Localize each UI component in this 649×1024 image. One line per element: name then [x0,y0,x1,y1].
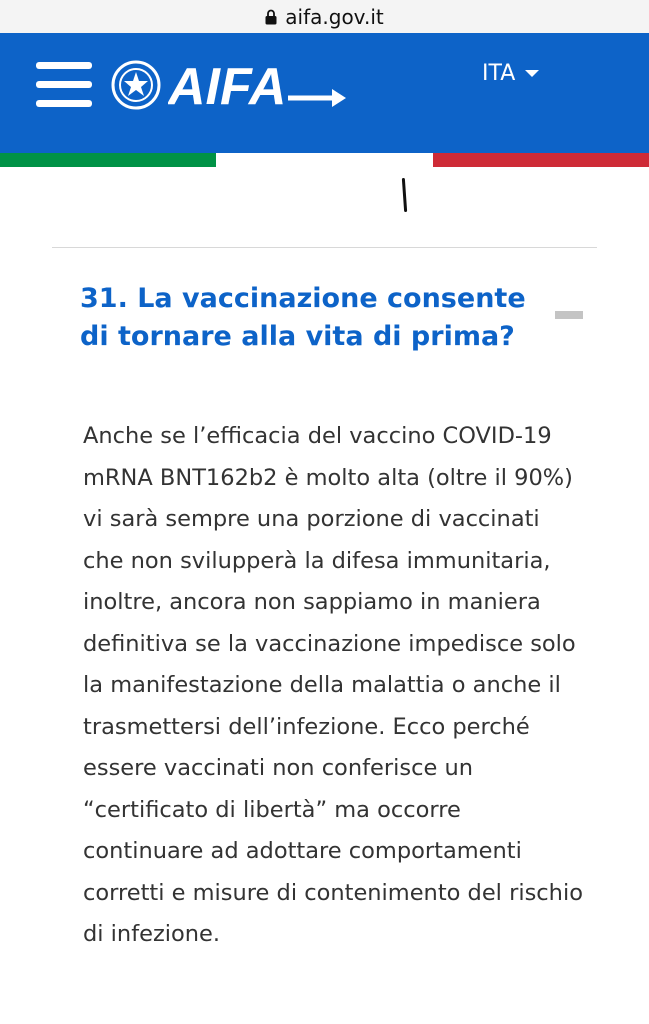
hamburger-menu-icon[interactable] [36,62,92,108]
section-divider [52,247,597,248]
article-body: Anche se l’efficacia del vaccino COVID-19 mRNA BNT162b2 è molto alta (oltre il 90%) vi sarà sempre una porzione di vaccinati che non svilupperà la difesa immunitaria, inoltre, ancora non sappiamo in maniera definitiva se la vaccinazione impedisce solo la manifestazione della malattia o anche il trasmettersi dell’infezione. Ecco perché essere vaccinati non conferisce un “certificato di libertà” ma occorre continuare ad adottare comportamenti corretti e misure di contenimento del rischio di infezione. [83,423,583,947]
language-label: ITA [482,61,516,86]
lock-icon [265,6,277,30]
logo-text: AIFA [168,60,287,112]
aifa-logo[interactable] [168,60,348,112]
language-selector[interactable] [482,61,539,86]
stray-mark [402,178,407,212]
flag-white [216,153,432,167]
italian-republic-emblem-icon [110,59,162,111]
collapse-toggle-icon[interactable] [555,311,583,319]
flag-green [0,153,216,167]
italian-flag-stripe [0,153,649,167]
browser-url-bar[interactable] [0,0,649,33]
flag-red [433,153,649,167]
site-header [0,33,649,153]
caret-down-icon [525,70,539,77]
url-text: aifa.gov.it [285,4,384,29]
article-title: 31. La vaccinazione consente di tornare alla vita di prima? [80,283,526,352]
